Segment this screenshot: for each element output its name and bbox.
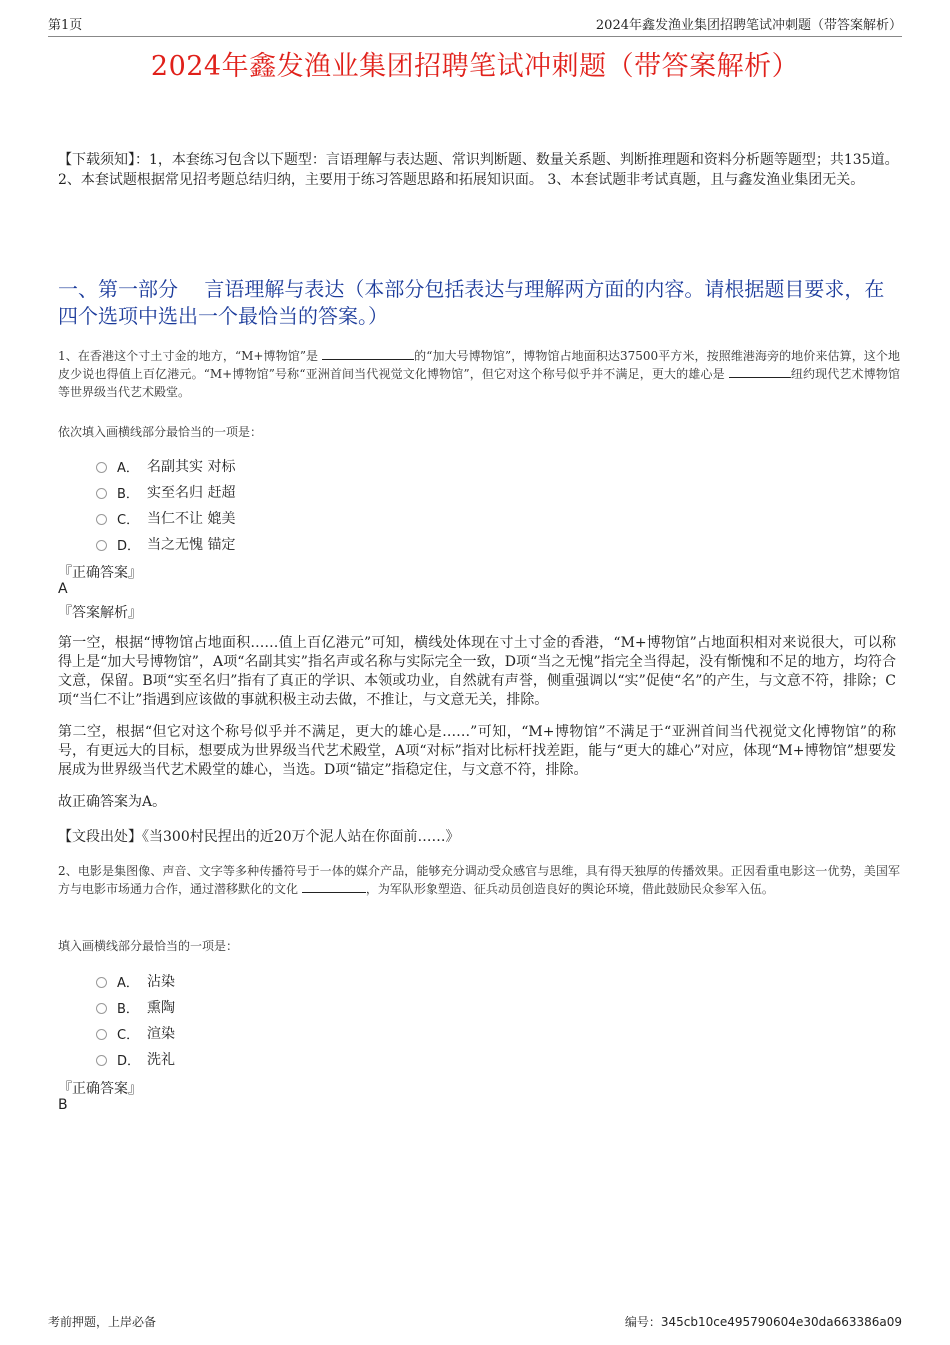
- q1-option-b[interactable]: B． 实至名归 赶超: [96, 479, 235, 505]
- q1-analysis-2: 第二空，根据“但它对这个称号似乎并不满足，更大的雄心是……”可知，“M+博物馆”不满足于“亚洲首间当代视觉文化博物馆”的称号，有更远大的目标，想要成为世界级当代艺术殿堂，A项“对标”指对比标杆找差距，能与“更大的雄心”对应，体现“M+博物馆”想要发展成为世界级当代艺术殿堂的雄心，当选。D项“锚定”指稳定住，与文意不符，排除。: [58, 724, 896, 778]
- radio-icon[interactable]: [96, 1029, 107, 1040]
- q2-options: [96, 968, 175, 1072]
- q1-option-c[interactable]: C． 当仁不让 媲美: [96, 505, 235, 531]
- radio-icon[interactable]: [96, 977, 107, 988]
- q2-text-a: 2、电影是集图像、声音、文字等多种传播符号于一体的媒介产品，能够充分调动受众感官与思维，具有得天独厚的传播效果。正因看重电影这一优势，美国军方与电影市场通力合作，通过潜移默化的文化: [58, 864, 900, 896]
- q1-blank-2: [729, 365, 791, 378]
- q1-analysis-1: 第一空，根据“博物馆占地面积……值上百亿港元”可知，横线处体现在寸土寸金的香港，“M+博物馆”占地面积相对来说很大，可以称得上是“加大号博物馆”，A项“名副其实”指名声或名称与实际完全一致，D项“当之无愧”指完全当得起，没有惭愧和不足的地方，均符合文意，保留。B项“实至名归”指有了真正的学识、本领或功业，自然就有声誉，侧重强调以“实”促使“名”的产生，与文意不符，排除；C项“当仁不让”指遇到应该做的事就积极主动去做，不推让，与文意无关，排除。: [58, 635, 896, 708]
- radio-icon[interactable]: [96, 1055, 107, 1066]
- question-2-stem: [58, 862, 900, 898]
- q1-text-a: 1、在香港这个寸土寸金的地方，“M+博物馆”是: [58, 349, 319, 363]
- q1-answer: A: [58, 581, 68, 597]
- page-footer: [48, 1313, 902, 1330]
- q2-prompt: 填入画横线部分最恰当的一项是：: [58, 939, 239, 953]
- q2-answer: B: [58, 1097, 68, 1113]
- radio-icon[interactable]: [96, 488, 107, 499]
- q1-text-b: 的“加大号博物馆”，博物馆占地面积达37500平方米，按照维港海旁的地价来估算，这个地皮少说也得值上百亿港元。“M+博物馆”号称“亚洲首间当代视觉文化博物馆”，但它对这个称号似乎并不满足，更大的雄心是: [58, 349, 900, 381]
- q2-option-d[interactable]: D． 洗礼: [96, 1046, 175, 1072]
- header-doc-title: 2024年鑫发渔业集团招聘笔试冲刺题（带答案解析）: [595, 18, 902, 33]
- q2-option-c[interactable]: C． 渲染: [96, 1020, 175, 1046]
- radio-icon[interactable]: [96, 514, 107, 525]
- q1-conclusion: 故正确答案为A。: [58, 794, 167, 810]
- footer-code: 编号：345cb10ce495790604e30da663386a09: [624, 1315, 902, 1329]
- q1-text-c: 纽约现代艺术博物馆等世界级当代艺术殿堂。: [58, 367, 900, 399]
- q2-option-a[interactable]: A． 沾染: [96, 968, 175, 994]
- download-notice: 【下载须知】：1，本套练习包含以下题型：言语理解与表达题、常识判断题、数量关系题、判断推理题和资料分析题等题型；共135道。 2、本套试题根据常见招考题总结归纳，主要用于练习答题思路和拓展知识面。 3、本套试题非考试真题，且与鑫发渔业集团无关。: [58, 152, 899, 188]
- section-title: 一、第一部分 言语理解与表达（本部分包括表达与理解两方面的内容。请根据题目要求，在四个选项中选出一个最恰当的答案。）: [58, 277, 885, 328]
- radio-icon[interactable]: [96, 540, 107, 551]
- q1-analysis-label: 『答案解析』: [58, 605, 142, 621]
- page-number: 第1页: [48, 18, 83, 33]
- q1-options: [96, 453, 235, 557]
- q1-answer-label: 『正确答案』: [58, 565, 142, 581]
- q2-blank-1: [302, 880, 366, 893]
- page-header: [48, 14, 902, 37]
- footer-slogan: 考前押题，上岸必备: [48, 1315, 157, 1329]
- q1-option-d[interactable]: D． 当之无愧 锚定: [96, 531, 235, 557]
- question-1-stem: [58, 347, 900, 401]
- q1-prompt: 依次填入画横线部分最恰当的一项是：: [58, 425, 263, 439]
- page-title: 2024年鑫发渔业集团招聘笔试冲刺题（带答案解析）: [150, 51, 800, 82]
- radio-icon[interactable]: [96, 462, 107, 473]
- radio-icon[interactable]: [96, 1003, 107, 1014]
- q1-option-a[interactable]: A． 名副其实 对标: [96, 453, 235, 479]
- q1-source: 【文段出处】《当300村民捏出的近20万个泥人站在你面前……》: [58, 829, 460, 845]
- q2-text-b: ，为军队形象塑造、征兵动员创造良好的舆论环境，借此鼓励民众参军入伍。: [365, 882, 774, 896]
- q1-blank-1: [322, 347, 414, 360]
- q2-answer-label: 『正确答案』: [58, 1081, 142, 1097]
- q2-option-b[interactable]: B． 熏陶: [96, 994, 175, 1020]
